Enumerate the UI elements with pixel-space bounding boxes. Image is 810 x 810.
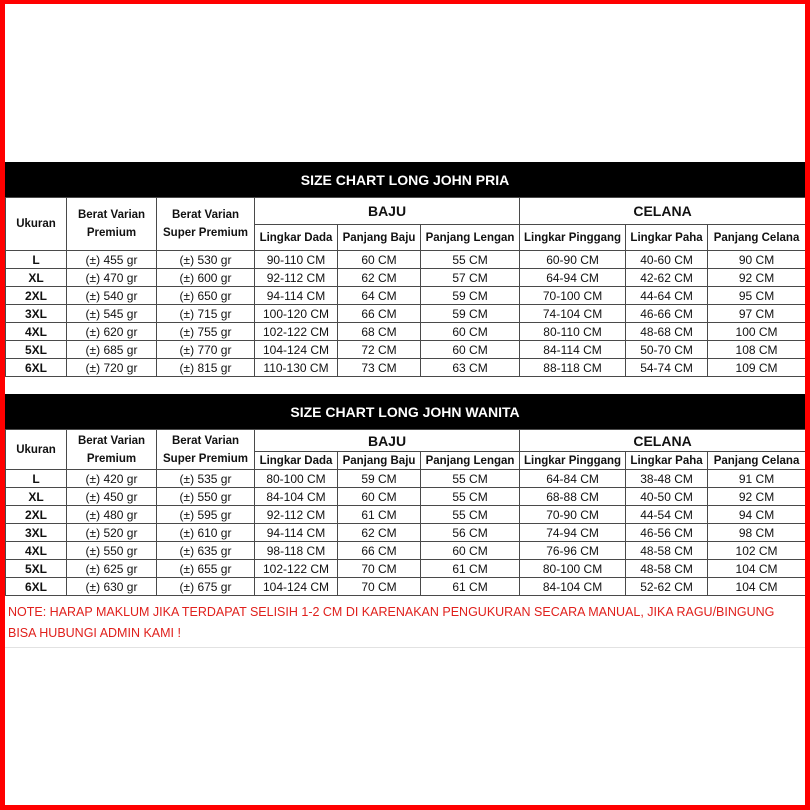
header-ukuran: Ukuran: [6, 198, 67, 251]
berat-super-premium-cell: (±) 635 gr: [157, 542, 255, 560]
panjang-celana-cell: 90 CM: [708, 251, 806, 269]
size-cell: L: [6, 251, 67, 269]
panjang-celana-cell: 92 CM: [708, 488, 806, 506]
panjang-baju-cell: 70 CM: [338, 560, 421, 578]
panjang-celana-cell: 109 CM: [708, 359, 806, 377]
panjang-baju-cell: 62 CM: [338, 524, 421, 542]
header-group-baju: BAJU: [255, 430, 520, 452]
lingkar-dada-cell: 94-114 CM: [255, 524, 338, 542]
size-table: [5, 197, 806, 377]
lingkar-dada-cell: 92-112 CM: [255, 269, 338, 287]
panjang-lengan-cell: 60 CM: [421, 542, 520, 560]
berat-premium-cell: (±) 545 gr: [67, 305, 157, 323]
panjang-lengan-cell: 59 CM: [421, 287, 520, 305]
table-row: [6, 323, 806, 341]
chart-title: SIZE CHART LONG JOHN WANITA: [5, 394, 805, 429]
berat-super-premium-cell: (±) 550 gr: [157, 488, 255, 506]
panjang-celana-cell: 97 CM: [708, 305, 806, 323]
panjang-baju-cell: 61 CM: [338, 506, 421, 524]
header-lingkar-dada: Lingkar Dada: [255, 225, 338, 251]
lingkar-pinggang-cell: 68-88 CM: [520, 488, 626, 506]
note-line: NOTE: HARAP MAKLUM JIKA TERDAPAT SELISIH 1-2 CM DI KARENAKAN PENGUKURAN SECARA MANUAL, JIKA RAGU/BINGUNG: [8, 605, 775, 619]
lingkar-pinggang-cell: 70-90 CM: [520, 506, 626, 524]
header-line: Berat Varian: [77, 209, 146, 221]
lingkar-pinggang-cell: 70-100 CM: [520, 287, 626, 305]
header-panjang-lengan: Panjang Lengan: [421, 452, 520, 470]
panjang-lengan-cell: 55 CM: [421, 488, 520, 506]
panjang-celana-cell: 98 CM: [708, 524, 806, 542]
panjang-baju-cell: 60 CM: [338, 251, 421, 269]
lingkar-paha-cell: 42-62 CM: [626, 269, 708, 287]
lingkar-dada-cell: 98-118 CM: [255, 542, 338, 560]
lingkar-dada-cell: 104-124 CM: [255, 578, 338, 596]
panjang-celana-cell: 102 CM: [708, 542, 806, 560]
header-group-baju: BAJU: [255, 198, 520, 225]
berat-premium-cell: (±) 550 gr: [67, 542, 157, 560]
size-cell: 6XL: [6, 578, 67, 596]
lingkar-pinggang-cell: 64-94 CM: [520, 269, 626, 287]
panjang-baju-cell: 73 CM: [338, 359, 421, 377]
header-line: Super Premium: [163, 452, 248, 465]
size-cell: 6XL: [6, 359, 67, 377]
panjang-baju-cell: 66 CM: [338, 542, 421, 560]
panjang-celana-cell: 94 CM: [708, 506, 806, 524]
header-line: Berat Varian: [171, 209, 240, 221]
header-line: Berat Varian: [77, 434, 146, 447]
lingkar-paha-cell: 46-66 CM: [626, 305, 708, 323]
berat-super-premium-cell: (±) 535 gr: [157, 470, 255, 488]
panjang-celana-cell: 92 CM: [708, 269, 806, 287]
header-lingkar-pinggang: Lingkar Pinggang: [520, 225, 626, 251]
lingkar-dada-cell: 90-110 CM: [255, 251, 338, 269]
berat-premium-cell: (±) 685 gr: [67, 341, 157, 359]
berat-super-premium-cell: (±) 655 gr: [157, 560, 255, 578]
table-row: [6, 506, 806, 524]
header-panjang-baju: Panjang Baju: [338, 452, 421, 470]
lingkar-dada-cell: 104-124 CM: [255, 341, 338, 359]
header-line: Berat Varian: [171, 434, 240, 447]
table-row: [6, 287, 806, 305]
panjang-lengan-cell: 59 CM: [421, 305, 520, 323]
table-row: [6, 251, 806, 269]
size-chart-wanita: [5, 394, 805, 596]
lingkar-pinggang-cell: 74-104 CM: [520, 305, 626, 323]
berat-premium-cell: (±) 620 gr: [67, 323, 157, 341]
berat-super-premium-cell: (±) 755 gr: [157, 323, 255, 341]
lingkar-pinggang-cell: 80-100 CM: [520, 560, 626, 578]
lingkar-dada-cell: 102-122 CM: [255, 560, 338, 578]
lingkar-pinggang-cell: 76-96 CM: [520, 542, 626, 560]
header-group-celana: CELANA: [520, 198, 806, 225]
lingkar-paha-cell: 38-48 CM: [626, 470, 708, 488]
lingkar-pinggang-cell: 64-84 CM: [520, 470, 626, 488]
lingkar-paha-cell: 48-68 CM: [626, 323, 708, 341]
panjang-baju-cell: 60 CM: [338, 488, 421, 506]
berat-super-premium-cell: (±) 530 gr: [157, 251, 255, 269]
lingkar-dada-cell: 102-122 CM: [255, 323, 338, 341]
table-row: [6, 524, 806, 542]
lingkar-paha-cell: 48-58 CM: [626, 542, 708, 560]
size-cell: L: [6, 470, 67, 488]
size-cell: 3XL: [6, 524, 67, 542]
table-row: [6, 578, 806, 596]
berat-super-premium-cell: (±) 770 gr: [157, 341, 255, 359]
panjang-celana-cell: 104 CM: [708, 560, 806, 578]
panjang-baju-cell: 70 CM: [338, 578, 421, 596]
berat-premium-cell: (±) 720 gr: [67, 359, 157, 377]
panjang-lengan-cell: 55 CM: [421, 506, 520, 524]
divider: [5, 647, 805, 648]
berat-super-premium-cell: (±) 600 gr: [157, 269, 255, 287]
header-lingkar-paha: Lingkar Paha: [626, 452, 708, 470]
panjang-celana-cell: 95 CM: [708, 287, 806, 305]
berat-premium-cell: (±) 470 gr: [67, 269, 157, 287]
header-lingkar-pinggang: Lingkar Pinggang: [520, 452, 626, 470]
lingkar-paha-cell: 44-64 CM: [626, 287, 708, 305]
berat-super-premium-cell: (±) 815 gr: [157, 359, 255, 377]
lingkar-paha-cell: 54-74 CM: [626, 359, 708, 377]
panjang-baju-cell: 68 CM: [338, 323, 421, 341]
header-berat-super-premium: [157, 430, 255, 470]
lingkar-pinggang-cell: 74-94 CM: [520, 524, 626, 542]
lingkar-pinggang-cell: 60-90 CM: [520, 251, 626, 269]
lingkar-paha-cell: 40-60 CM: [626, 251, 708, 269]
header-panjang-celana: Panjang Celana: [708, 452, 806, 470]
size-cell: 4XL: [6, 542, 67, 560]
header-panjang-baju: Panjang Baju: [338, 225, 421, 251]
table-body: [6, 251, 806, 377]
size-cell: 5XL: [6, 341, 67, 359]
table-row: [6, 470, 806, 488]
panjang-celana-cell: 108 CM: [708, 341, 806, 359]
table-row: [6, 341, 806, 359]
berat-super-premium-cell: (±) 715 gr: [157, 305, 255, 323]
size-cell: 3XL: [6, 305, 67, 323]
table-row: [6, 488, 806, 506]
panjang-lengan-cell: 60 CM: [421, 323, 520, 341]
berat-premium-cell: (±) 520 gr: [67, 524, 157, 542]
berat-premium-cell: (±) 420 gr: [67, 470, 157, 488]
panjang-lengan-cell: 57 CM: [421, 269, 520, 287]
panjang-lengan-cell: 55 CM: [421, 470, 520, 488]
lingkar-paha-cell: 52-62 CM: [626, 578, 708, 596]
lingkar-paha-cell: 40-50 CM: [626, 488, 708, 506]
panjang-baju-cell: 64 CM: [338, 287, 421, 305]
note-text: [8, 602, 804, 644]
header-line: Premium: [86, 452, 137, 465]
panjang-celana-cell: 104 CM: [708, 578, 806, 596]
berat-super-premium-cell: (±) 675 gr: [157, 578, 255, 596]
size-chart-pria: [5, 162, 805, 377]
panjang-lengan-cell: 61 CM: [421, 560, 520, 578]
header-berat-premium: [67, 430, 157, 470]
header-line: Premium: [86, 227, 137, 239]
size-cell: 2XL: [6, 287, 67, 305]
lingkar-pinggang-cell: 80-110 CM: [520, 323, 626, 341]
size-cell: 5XL: [6, 560, 67, 578]
panjang-lengan-cell: 60 CM: [421, 341, 520, 359]
panjang-lengan-cell: 55 CM: [421, 251, 520, 269]
chart-title: SIZE CHART LONG JOHN PRIA: [5, 162, 805, 197]
lingkar-dada-cell: 92-112 CM: [255, 506, 338, 524]
lingkar-paha-cell: 50-70 CM: [626, 341, 708, 359]
size-table: [5, 429, 806, 596]
header-panjang-celana: Panjang Celana: [708, 225, 806, 251]
berat-premium-cell: (±) 630 gr: [67, 578, 157, 596]
lingkar-pinggang-cell: 84-114 CM: [520, 341, 626, 359]
panjang-celana-cell: 91 CM: [708, 470, 806, 488]
header-lingkar-paha: Lingkar Paha: [626, 225, 708, 251]
lingkar-paha-cell: 48-58 CM: [626, 560, 708, 578]
header-line: Super Premium: [163, 227, 248, 239]
panjang-celana-cell: 100 CM: [708, 323, 806, 341]
panjang-lengan-cell: 61 CM: [421, 578, 520, 596]
lingkar-dada-cell: 94-114 CM: [255, 287, 338, 305]
berat-super-premium-cell: (±) 595 gr: [157, 506, 255, 524]
panjang-lengan-cell: 63 CM: [421, 359, 520, 377]
table-row: [6, 269, 806, 287]
table-row: [6, 542, 806, 560]
table-body: [6, 470, 806, 596]
lingkar-dada-cell: 84-104 CM: [255, 488, 338, 506]
header-panjang-lengan: Panjang Lengan: [421, 225, 520, 251]
panjang-baju-cell: 62 CM: [338, 269, 421, 287]
lingkar-dada-cell: 80-100 CM: [255, 470, 338, 488]
header-berat-premium: [67, 198, 157, 251]
size-cell: XL: [6, 269, 67, 287]
table-row: [6, 359, 806, 377]
header-lingkar-dada: Lingkar Dada: [255, 452, 338, 470]
table-row: [6, 560, 806, 578]
lingkar-pinggang-cell: 88-118 CM: [520, 359, 626, 377]
panjang-baju-cell: 72 CM: [338, 341, 421, 359]
size-cell: 2XL: [6, 506, 67, 524]
lingkar-dada-cell: 100-120 CM: [255, 305, 338, 323]
header-berat-super-premium: [157, 198, 255, 251]
lingkar-paha-cell: 46-56 CM: [626, 524, 708, 542]
header-group-celana: CELANA: [520, 430, 806, 452]
berat-super-premium-cell: (±) 610 gr: [157, 524, 255, 542]
size-cell: 4XL: [6, 323, 67, 341]
berat-super-premium-cell: (±) 650 gr: [157, 287, 255, 305]
size-cell: XL: [6, 488, 67, 506]
note-line: BISA HUBUNGI ADMIN KAMI !: [8, 626, 181, 640]
berat-premium-cell: (±) 480 gr: [67, 506, 157, 524]
berat-premium-cell: (±) 540 gr: [67, 287, 157, 305]
lingkar-pinggang-cell: 84-104 CM: [520, 578, 626, 596]
header-ukuran: Ukuran: [6, 430, 67, 470]
table-row: [6, 305, 806, 323]
lingkar-paha-cell: 44-54 CM: [626, 506, 708, 524]
panjang-baju-cell: 59 CM: [338, 470, 421, 488]
berat-premium-cell: (±) 450 gr: [67, 488, 157, 506]
berat-premium-cell: (±) 625 gr: [67, 560, 157, 578]
lingkar-dada-cell: 110-130 CM: [255, 359, 338, 377]
panjang-baju-cell: 66 CM: [338, 305, 421, 323]
berat-premium-cell: (±) 455 gr: [67, 251, 157, 269]
panjang-lengan-cell: 56 CM: [421, 524, 520, 542]
